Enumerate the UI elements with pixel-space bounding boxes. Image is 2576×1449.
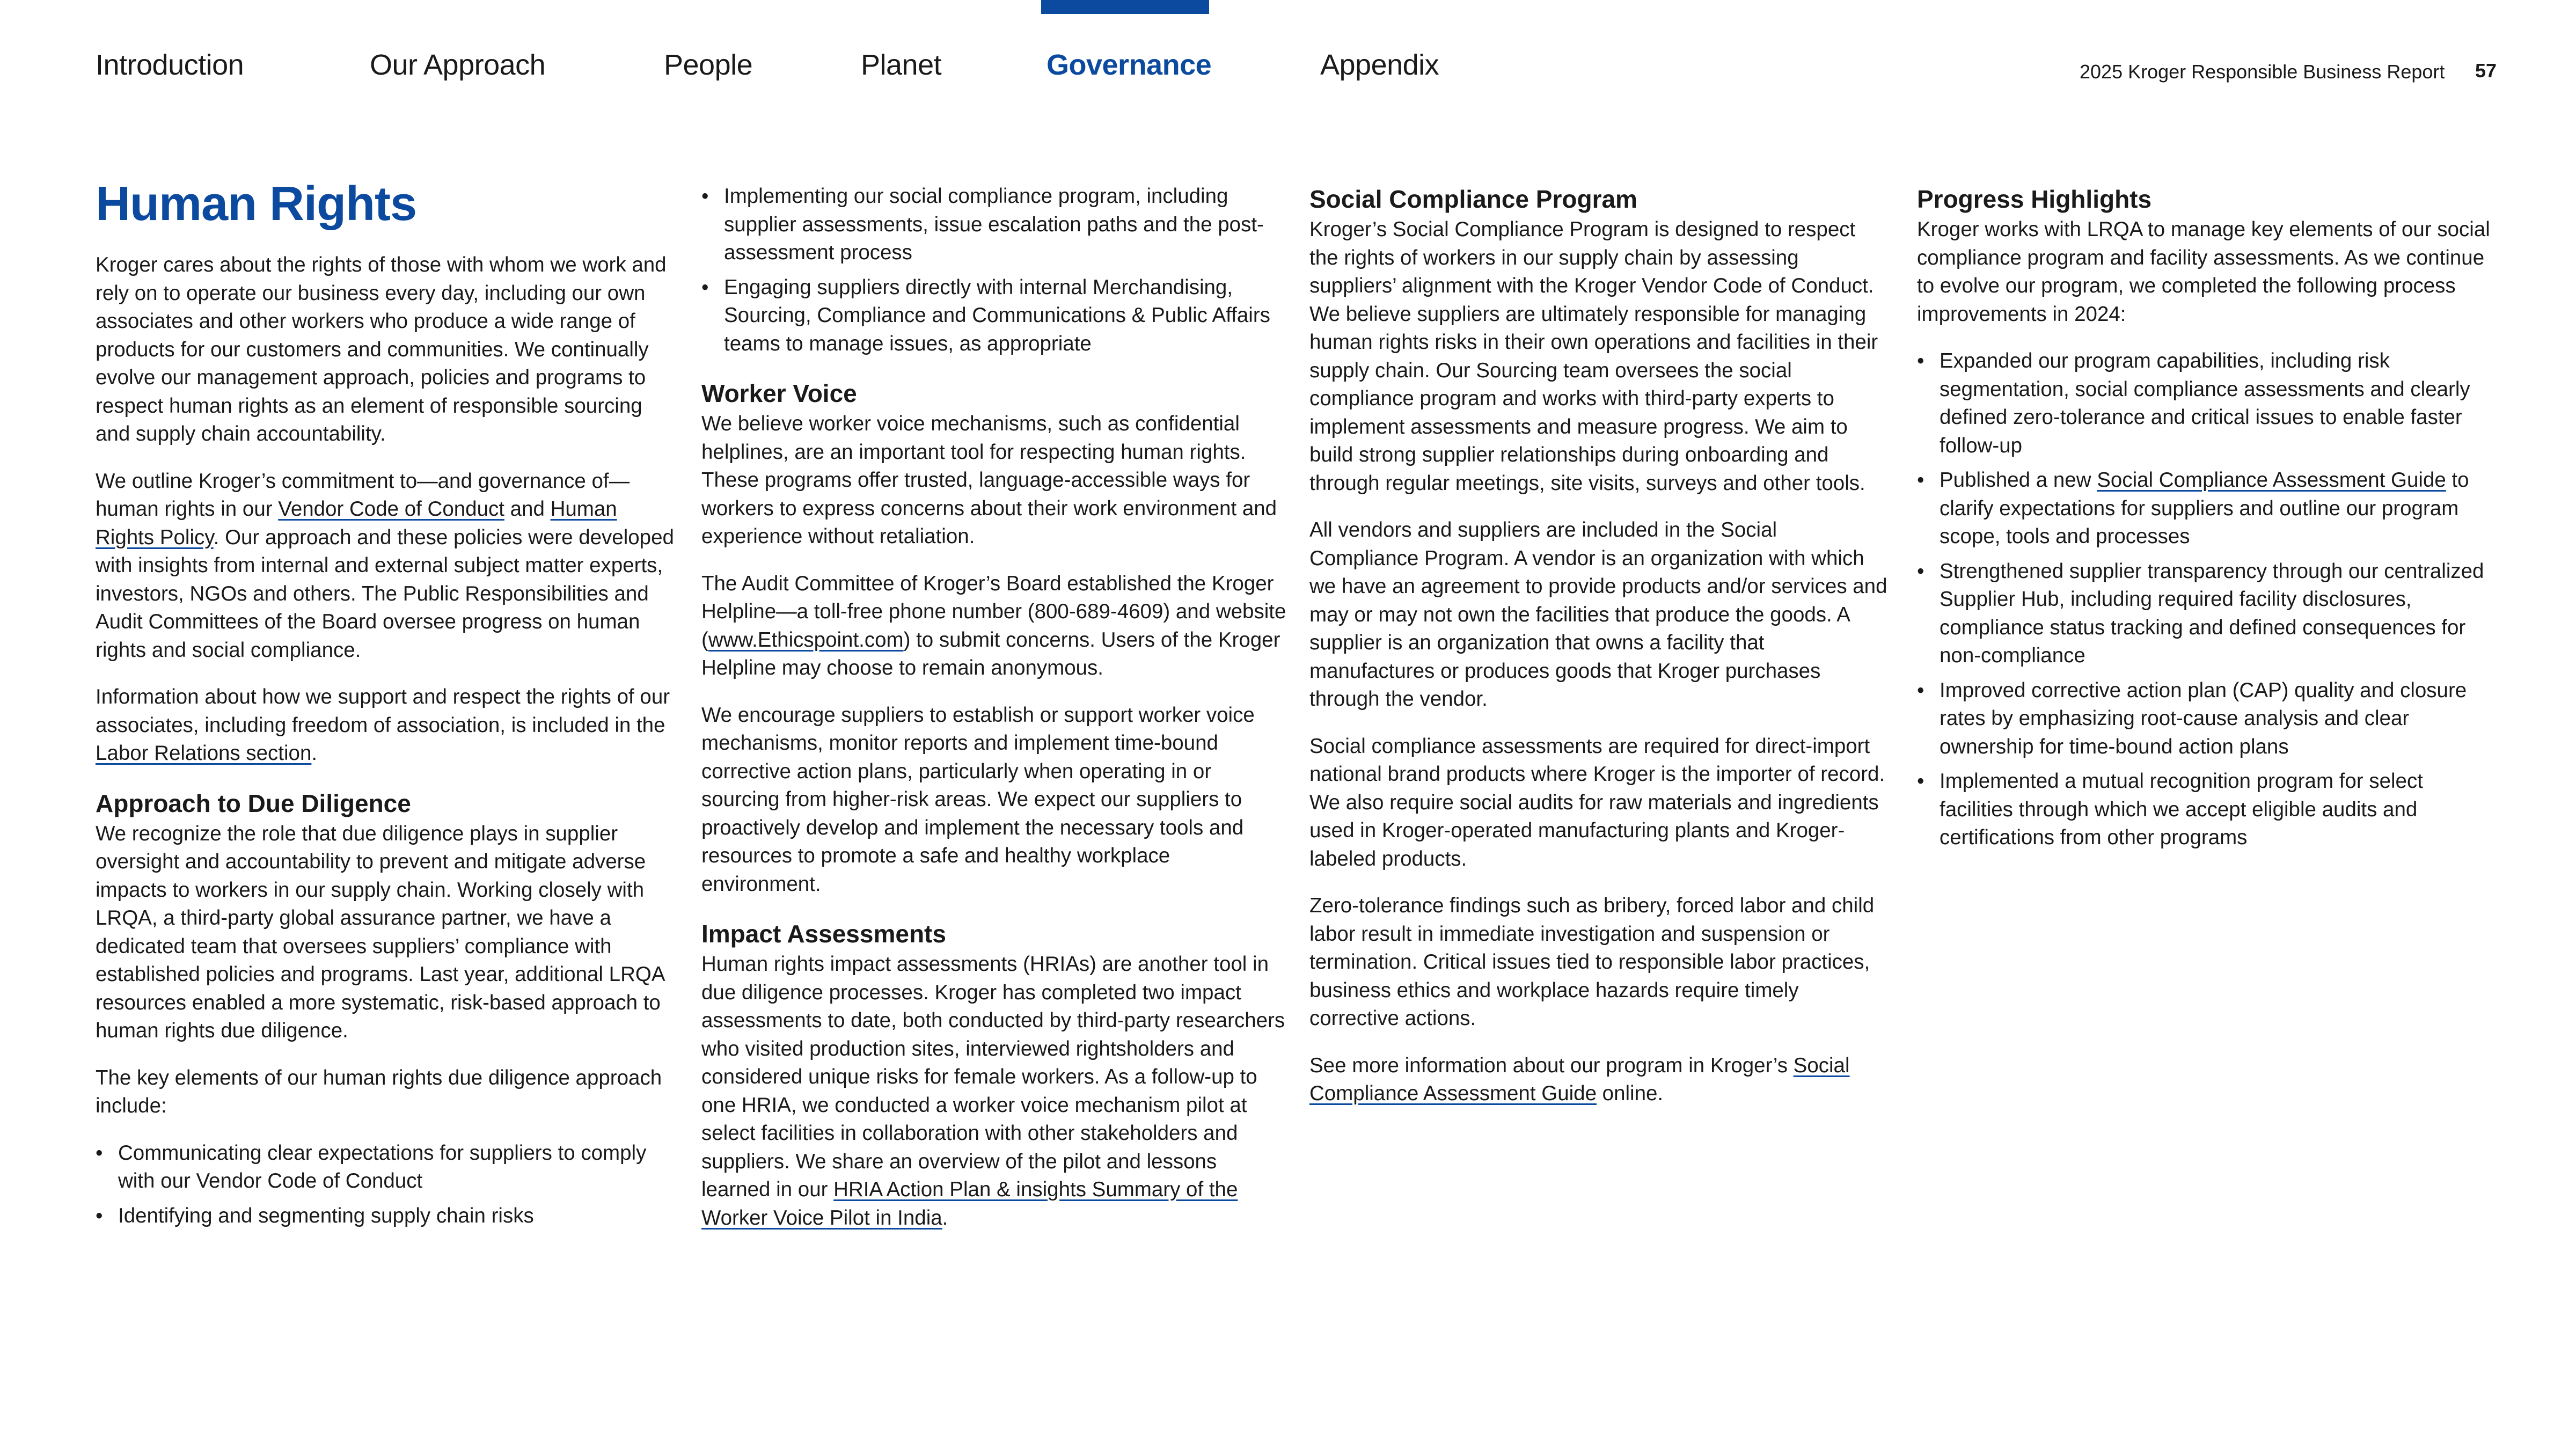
- nav-tab-appendix[interactable]: Appendix: [1320, 49, 1439, 81]
- assessments-paragraph: Social compliance assessments are required for direct-import national brand products where Kroger is the importer of record. We also require social audits for raw materials and ingredients used in Kroger-operated manufacturing plants and Kroger-labeled products.: [1309, 734, 1885, 870]
- associates-paragraph: Information about how we support and respect the rights of our associates, including freedom of association, is included in the Labor Relations section.: [96, 685, 670, 765]
- due-diligence-list: [96, 1139, 675, 1231]
- heading-impact-assessments: Impact Assessments: [701, 920, 946, 948]
- list-item: • Strengthened supplier transparency through our centralized Supplier Hub, including required facility disclosures, compliance status tracking and defined consequences for non-compliance: [1917, 558, 2502, 670]
- heading-social-compliance: Social Compliance Program: [1309, 185, 1637, 213]
- commitment-paragraph: We outline Kroger’s commitment to—and governance of—human rights in our Vendor Code of Conduct and Human Rights Policy. Our approach and these policies were developed with insights from internal and external subject matter experts, investors, NGOs and others. The Public Responsibilities and Audit Committees of the Board oversee progress on human rights and social compliance.: [96, 469, 674, 662]
- vendor-code-link[interactable]: Vendor Code of Conduct: [278, 497, 504, 521]
- hria-action-plan-link[interactable]: HRIA Action Plan & insights Summary of the Worker Voice Pilot in India: [701, 1178, 1238, 1230]
- page-number: 57: [2475, 60, 2497, 82]
- progress-paragraph: Kroger works with LRQA to manage key elements of our social compliance program and facility assessments. As we continue to evolve our program, we completed the following process improvements in 2024:: [1917, 218, 2490, 326]
- list-item: • Expanded our program capabilities, including risk segmentation, social compliance assessments and clearly defined zero-tolerance and critical issues to enable faster follow-up: [1917, 347, 2502, 460]
- supplier-mechanisms-paragraph: We encourage suppliers to establish or support worker voice mechanisms, monitor reports and implement time-bound corrective action plans, particularly when operating in or sourcing from higher-risk areas. We expect our suppliers to proactively develop and implement the necessary tools and resources to promote a safe and healthy workplace environment.: [701, 703, 1255, 896]
- nav-tab-governance[interactable]: Governance: [1046, 49, 1212, 81]
- program-paragraph: Kroger’s Social Compliance Program is designed to respect the rights of workers in our supply chain by assessing suppliers’ alignment with the Kroger Vendor Code of Conduct. We believe suppliers are ultimately responsible for managing human rights risks in their own operations and facilities in their supply chain. Our Sourcing team oversees the social compliance program and works with third-party experts to implement assessments and measure progress. We aim to build strong supplier relationships during onboarding and through regular meetings, site visits, surveys and other tools.: [1309, 218, 1878, 495]
- intro-paragraph: Kroger cares about the rights of those with whom we work and rely on to operate our business every day, including our own associates and other workers who produce a wide range of products for our customers and communities. We continually evolve our management approach, policies and programs to respect human rights as an element of responsible sourcing and supply chain accountability.: [96, 253, 667, 445]
- nav-tab-people[interactable]: People: [664, 49, 753, 81]
- key-elements-paragraph: The key elements of our human rights due diligence approach include:: [96, 1066, 662, 1117]
- report-title: 2025 Kroger Responsible Business Report: [2080, 61, 2445, 83]
- due-diligence-list-continued: [701, 182, 1286, 358]
- heading-progress-highlights: Progress Highlights: [1917, 185, 2152, 213]
- column-progress-highlights: [1917, 182, 2502, 871]
- active-tab-indicator: [1041, 0, 1209, 14]
- due-diligence-paragraph: We recognize the role that due diligence plays in supplier oversight and accountability to prevent and mitigate adverse impacts to workers in our supply chain. Working closely with LRQA, a third-party global assurance partner, we have a dedicated team that oversees suppliers’ compliance with established policies and programs. Last year, additional LRQA resources enabled a more systematic, risk-based approach to human rights due diligence.: [96, 822, 664, 1042]
- list-item: • Identifying and segmenting supply chain risks: [96, 1202, 675, 1231]
- vendors-paragraph: All vendors and suppliers are included in the Social Compliance Program. A vendor is an organization with which we have an agreement to provide products and/or services and may or may not own the facilities that produce the goods. A supplier is an organization that owns a facility that manufactures or produces goods that Kroger purchases through the vendor.: [1309, 518, 1887, 711]
- list-item: • Published a new Social Compliance Assessment Guide to clarify expectations for suppliers and outline our program scope, tools and processes: [1917, 466, 2502, 551]
- list-item: • Improved corrective action plan (CAP) quality and closure rates by emphasizing root-cause analysis and clear ownership for time-bound action plans: [1917, 677, 2502, 762]
- assessment-guide-link-2[interactable]: Social Compliance Assessment Guide: [2097, 469, 2446, 492]
- ethicspoint-link[interactable]: www.Ethicspoint.com: [708, 628, 904, 652]
- human-rights-policy-link[interactable]: Human Rights Policy: [96, 497, 617, 549]
- list-item: • Implemented a mutual recognition program for select facilities through which we accept eligible audits and certifications from other programs: [1917, 767, 2502, 852]
- helpline-paragraph: The Audit Committee of Kroger’s Board established the Kroger Helpline—a toll-free phone number (800-689-4609) and website (www.Ethicspoint.com) to submit concerns. Users of the Kroger Helpline may choose to remain anonymous.: [701, 572, 1286, 679]
- column-human-rights: [96, 176, 675, 1249]
- column-worker-voice: [701, 182, 1286, 1251]
- list-item: • Implementing our social compliance program, including supplier assessments, issue escalation paths and the post-assessment process: [701, 182, 1286, 267]
- impact-paragraph: Human rights impact assessments (HRIAs) are another tool in due diligence processes. Kroger has completed two impact assessments to date, both conducted by third-party researchers who visited production sites, interviewed rightsholders and considered unique risks for female workers. As a follow-up to one HRIA, we conducted a worker voice mechanism pilot at select facilities in collaboration with other stakeholders and suppliers. We share an overview of the pilot and lessons learned in our HRIA Action Plan & insights Summary of the Worker Voice Pilot in India.: [701, 953, 1285, 1230]
- heading-due-diligence: Approach to Due Diligence: [96, 789, 411, 817]
- zero-tolerance-paragraph: Zero-tolerance findings such as bribery, forced labor and child labor result in immediate investigation and suspension or termination. Critical issues tied to responsible labor practices, business ethics and workplace hazards require timely corrective actions.: [1309, 894, 1875, 1030]
- more-info-paragraph: See more information about our program in Kroger’s Social Compliance Assessment Guide online.: [1309, 1053, 1850, 1105]
- list-item: • Communicating clear expectations for suppliers to comply with our Vendor Code of Conduct: [96, 1139, 675, 1196]
- worker-voice-paragraph: We believe worker voice mechanisms, such as confidential helplines, are an important tool for respecting human rights. These programs offer trusted, language-accessible ways for workers to express concerns about their work environment and experience without retaliation.: [701, 412, 1277, 548]
- nav-tab-introduction[interactable]: Introduction: [96, 49, 244, 81]
- progress-list: [1917, 347, 2502, 852]
- heading-worker-voice: Worker Voice: [701, 379, 857, 407]
- column-social-compliance: [1309, 182, 1889, 1127]
- nav-tab-planet[interactable]: Planet: [861, 49, 942, 81]
- assessment-guide-link[interactable]: Social Compliance Assessment Guide: [1309, 1053, 1850, 1105]
- list-item: • Engaging suppliers directly with internal Merchandising, Sourcing, Compliance and Communications & Public Affairs teams to manage issues, as appropriate: [701, 274, 1286, 358]
- labor-relations-link[interactable]: Labor Relations section: [96, 742, 312, 765]
- page-title: Human Rights: [96, 177, 417, 231]
- nav-tab-our-approach[interactable]: Our Approach: [370, 49, 546, 81]
- top-navigation: [0, 0, 2576, 86]
